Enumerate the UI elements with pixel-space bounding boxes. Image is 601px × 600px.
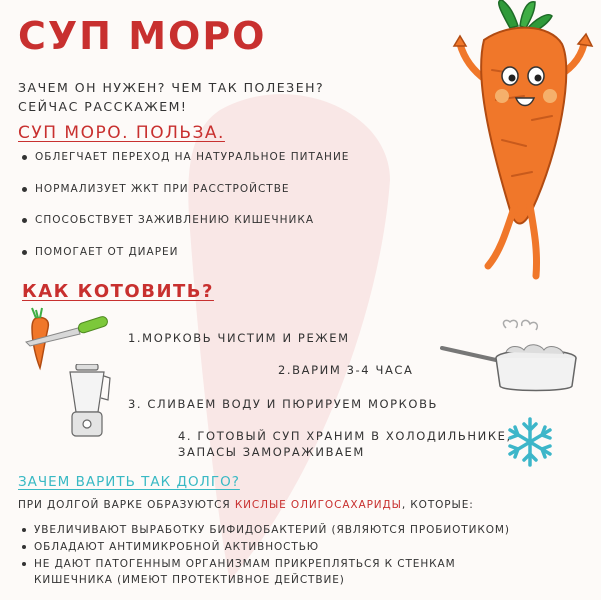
howto-heading: КАК КОТОВИТЬ? (22, 281, 214, 302)
step-1: 1.МОРКОВЬ ЧИСТИМ И РЕЖЕМ (128, 331, 350, 345)
intro-text: ЗАЧЕМ ОН НУЖЕН? ЧЕМ ТАК ПОЛЕЗЕН? СЕЙЧАС РАССКАЖЕМ! (18, 80, 325, 114)
step-2: 2.ВАРИМ 3-4 ЧАСА (278, 363, 414, 377)
why-item-continuation: КИШЕЧНИКА (ИМЕЮТ ПРОТЕКТИВНОЕ ДЕЙСТВИЕ) (34, 574, 345, 586)
why-item: НЕ ДАЮТ ПАТОГЕННЫМ ОРГАНИЗМАМ ПРИКРЕПЛЯТЬСЯ К СТЕНКАМ (22, 557, 456, 571)
snowflake-icon (504, 416, 556, 468)
why-paragraph: ПРИ ДОЛГОЙ ВАРКЕ ОБРАЗУЮТСЯ КИСЛЫЕ ОЛИГОСАХАРИДЫ, КОТОРЫЕ: (18, 499, 474, 511)
step-4: 4. ГОТОВЫЙ СУП ХРАНИМ В ХОЛОДИЛЬНИКЕ, ЗАПАСЫ ЗАМОРАЖИВАЕМ (178, 429, 512, 459)
why-item: УВЕЛИЧИВАЮТ ВЫРАБОТКУ БИФИДОБАКТЕРИЙ (ЯВЛЯЮТСЯ ПРОБИОТИКОМ) (22, 523, 510, 537)
carrot-mascot-icon (440, 0, 600, 290)
page-title: СУП МОРО (18, 14, 267, 58)
cooking-pot-icon (440, 318, 580, 394)
benefit-item: НОРМАЛИЗУЕТ ЖКТ ПРИ РАССТРОЙСТВЕ (22, 183, 290, 195)
blender-icon (62, 364, 112, 438)
benefits-heading: СУП МОРО. ПОЛЬЗА. (18, 123, 225, 143)
benefit-item: ПОМОГАЕТ ОТ ДИАРЕИ (22, 246, 179, 258)
why-heading: ЗАЧЕМ ВАРИТЬ ТАК ДОЛГО? (18, 474, 240, 490)
benefit-item: СПОСОБСТВУЕТ ЗАЖИВЛЕНИЮ КИШЕЧНИКА (22, 214, 314, 226)
benefit-item: ОБЛЕГЧАЕТ ПЕРЕХОД НА НАТУРАЛЬНОЕ ПИТАНИЕ (22, 151, 349, 163)
why-item: ОБЛАДАЮТ АНТИМИКРОБНОЙ АКТИВНОСТЬЮ (22, 540, 319, 554)
step-3: 3. СЛИВАЕМ ВОДУ И ПЮРИРУЕМ МОРКОВЬ (128, 397, 439, 411)
